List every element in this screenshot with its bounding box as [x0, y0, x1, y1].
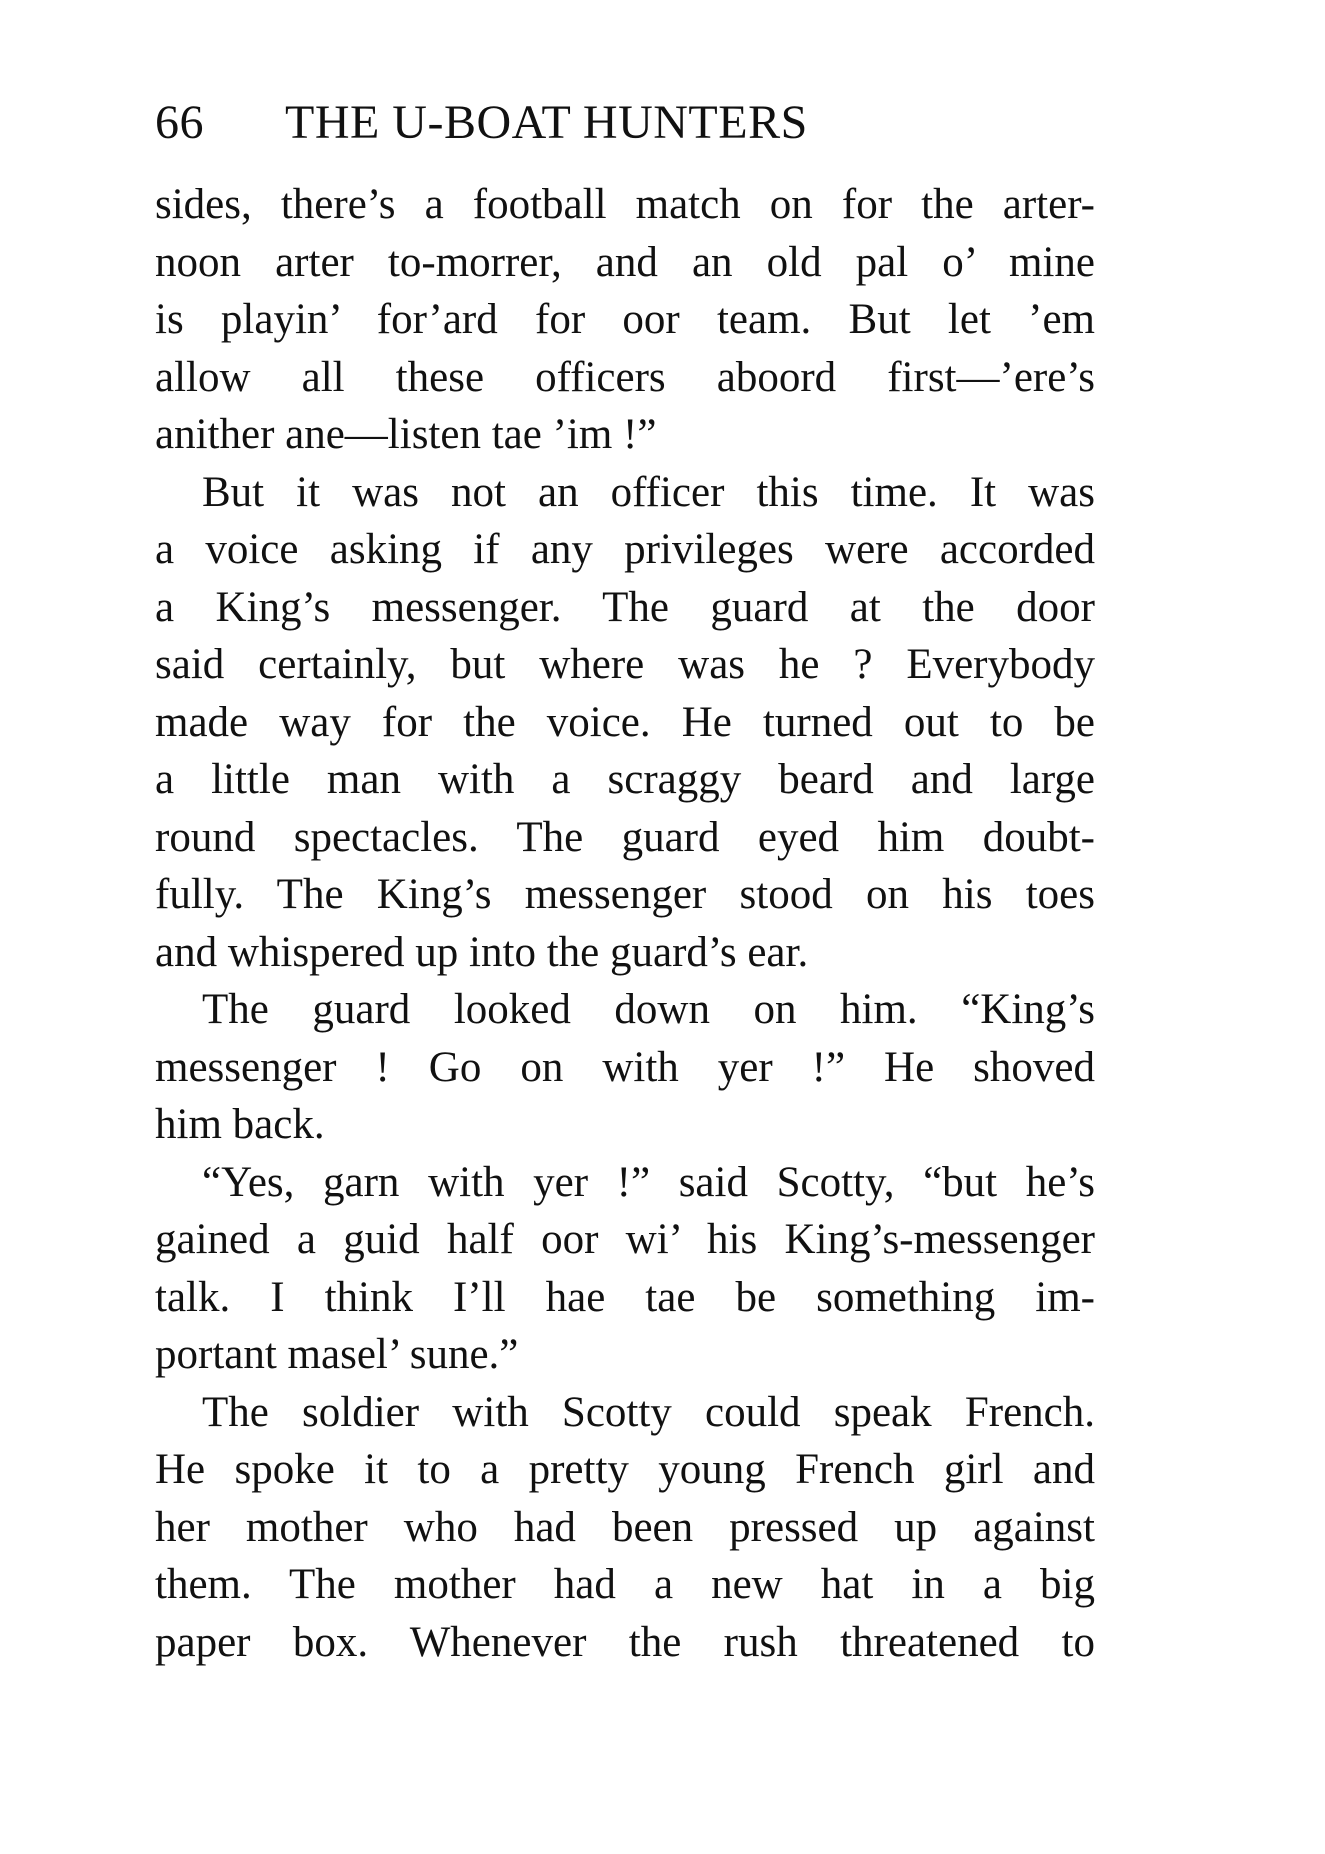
text-line: The soldier with Scotty could speak French. — [202, 1388, 1095, 1436]
text-line: talk. I think I’ll hae tae be something im- — [155, 1273, 1095, 1321]
text-line: The guard looked down on him. “King’s — [202, 986, 1095, 1033]
text-line: made way for the voice. He turned out to be — [155, 698, 1095, 746]
text-line: said certainly, but where was he ? Everybody — [155, 641, 1095, 688]
text-line: paper box. Whenever the rush threatened to — [155, 1618, 1095, 1666]
text-line: a King’s messenger. The guard at the door — [155, 583, 1095, 631]
text-line: noon arter to-morrer, and an old pal o’ mine — [155, 238, 1095, 286]
text-line: messenger ! Go on with yer !” He shoved — [155, 1043, 1095, 1091]
text-line: “Yes, garn with yer !” said Scotty, “but he’s — [202, 1158, 1095, 1206]
text-line: anither ane—listen tae ’im !” — [155, 411, 657, 458]
text-line: her mother who had been pressed up against — [155, 1503, 1095, 1551]
text-line: allow all these officers aboord first—’ere’s — [155, 353, 1095, 401]
text-line: them. The mother had a new hat in a big — [155, 1561, 1095, 1608]
text-line: sides, there’s a football match on for the arter- — [155, 181, 1095, 228]
text-line: a voice asking if any privileges were accorded — [155, 526, 1095, 573]
book-title: THE U-BOAT HUNTERS — [285, 96, 808, 149]
text-line: portant masel’ sune.” — [155, 1331, 519, 1378]
running-head — [155, 88, 1095, 158]
page-number: 66 — [155, 96, 204, 149]
text-line: round spectacles. The guard eyed him doubt- — [155, 813, 1095, 861]
body-text — [155, 176, 1095, 1671]
text-line: But it was not an officer this time. It was — [202, 468, 1095, 516]
text-line: a little man with a scraggy beard and large — [155, 756, 1095, 803]
text-line: gained a guid half oor wi’ his King’s-messenger — [155, 1216, 1095, 1263]
text-line: He spoke it to a pretty young French girl and — [155, 1446, 1095, 1493]
text-line: and whispered up into the guard’s ear. — [155, 928, 809, 976]
text-line: him back. — [155, 1101, 325, 1148]
text-line: is playin’ for’ard for oor team. But let ’em — [155, 296, 1095, 343]
text-line: fully. The King’s messenger stood on his toes — [155, 871, 1095, 918]
